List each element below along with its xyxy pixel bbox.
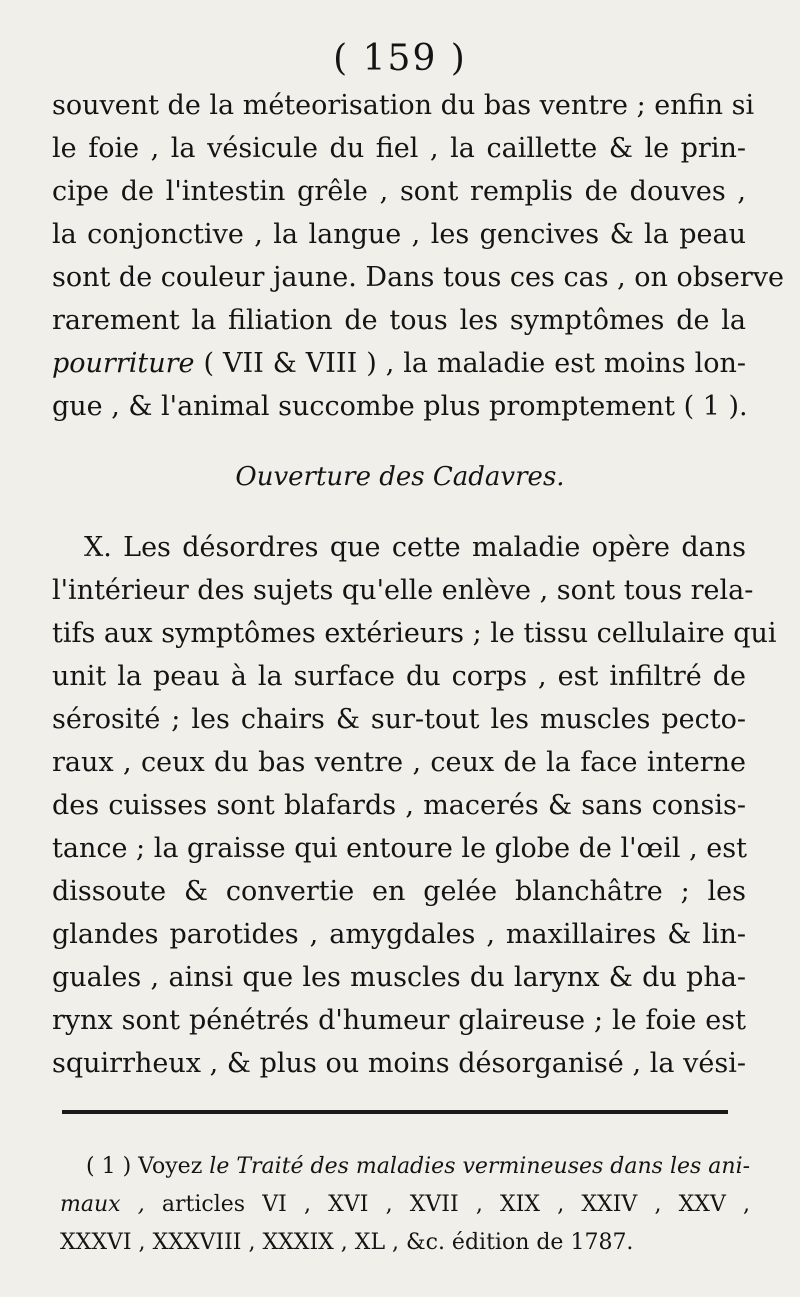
paragraph-continuation	[52, 84, 785, 428]
text-line: X. Les désordres que cette maladie opère dans	[84, 532, 746, 563]
text-line: sérosité ; les chairs & sur-tout les muscles pecto-	[52, 704, 746, 735]
text-line: sont de couleur jaune. Dans tous ces cas , on observe	[52, 262, 785, 293]
page-number: ( 159 )	[333, 38, 467, 79]
text-line: souvent de la méteorisation du bas ventre ; enfin si	[52, 90, 755, 121]
paragraph-x	[52, 526, 777, 1085]
footnote-line	[60, 1186, 750, 1224]
text-line: gue , & l'animal succombe plus promptement ( 1 ).	[52, 391, 748, 422]
footnote-divider	[62, 1110, 728, 1114]
text-line: rarement la filiation de tous les symptômes de la	[52, 305, 746, 336]
text-line: rynx sont pénétrés d'humeur glaireuse ; le foie est	[52, 1005, 746, 1036]
footnote-marker: ( 1 ) Voyez	[86, 1154, 210, 1179]
text-line: guales , ainsi que les muscles du larynx & du pha-	[52, 962, 746, 993]
text-line: des cuisses sont blafards , macerés & sans consis-	[52, 790, 746, 821]
section-heading: Ouverture des Cadavres.	[235, 462, 565, 492]
footnote-title: le Traité des maladies vermineuses dans les ani-	[209, 1154, 751, 1179]
text-line: le foie , la vésicule du fiel , la caillette & le prin-	[52, 133, 746, 164]
text-line: glandes parotides , amygdales , maxillaires & lin-	[52, 919, 746, 950]
italic-term: pourriture	[52, 348, 195, 379]
text-line: cipe de l'intestin grêle , sont remplis de douves ,	[52, 176, 746, 207]
text-line: squirrheux , & plus ou moins désorganisé , la vési-	[52, 1048, 746, 1079]
footnote-title-end: maux ,	[60, 1192, 145, 1217]
footnote-line: XXXVI , XXXVIII , XXXIX , XL , &c. édition de 1787.	[60, 1230, 634, 1255]
text-line: la conjonctive , la langue , les gencives & la peau	[52, 219, 746, 250]
text-line: tifs aux symptômes extérieurs ; le tissu cellulaire qui	[52, 618, 777, 649]
text-line: l'intérieur des sujets qu'elle enlève , sont tous rela-	[52, 575, 754, 606]
text-run: ( VII & VIII ) , la maladie est moins lon-	[194, 348, 746, 379]
text-line: raux , ceux du bas ventre , ceux de la face interne	[52, 747, 746, 778]
footnote-articles: articles VI , XVI , XVII , XIX , XXIV , XXV ,	[144, 1192, 750, 1217]
text-line: unit la peau à la surface du corps , est infiltré de	[52, 661, 746, 692]
footnote-line	[60, 1148, 750, 1186]
text-line: tance ; la graisse qui entoure le globe de l'œil , est	[52, 833, 747, 864]
text-line: dissoute & convertie en gelée blanchâtre ; les	[52, 876, 746, 907]
text-line	[52, 342, 746, 385]
footnote	[60, 1148, 750, 1262]
